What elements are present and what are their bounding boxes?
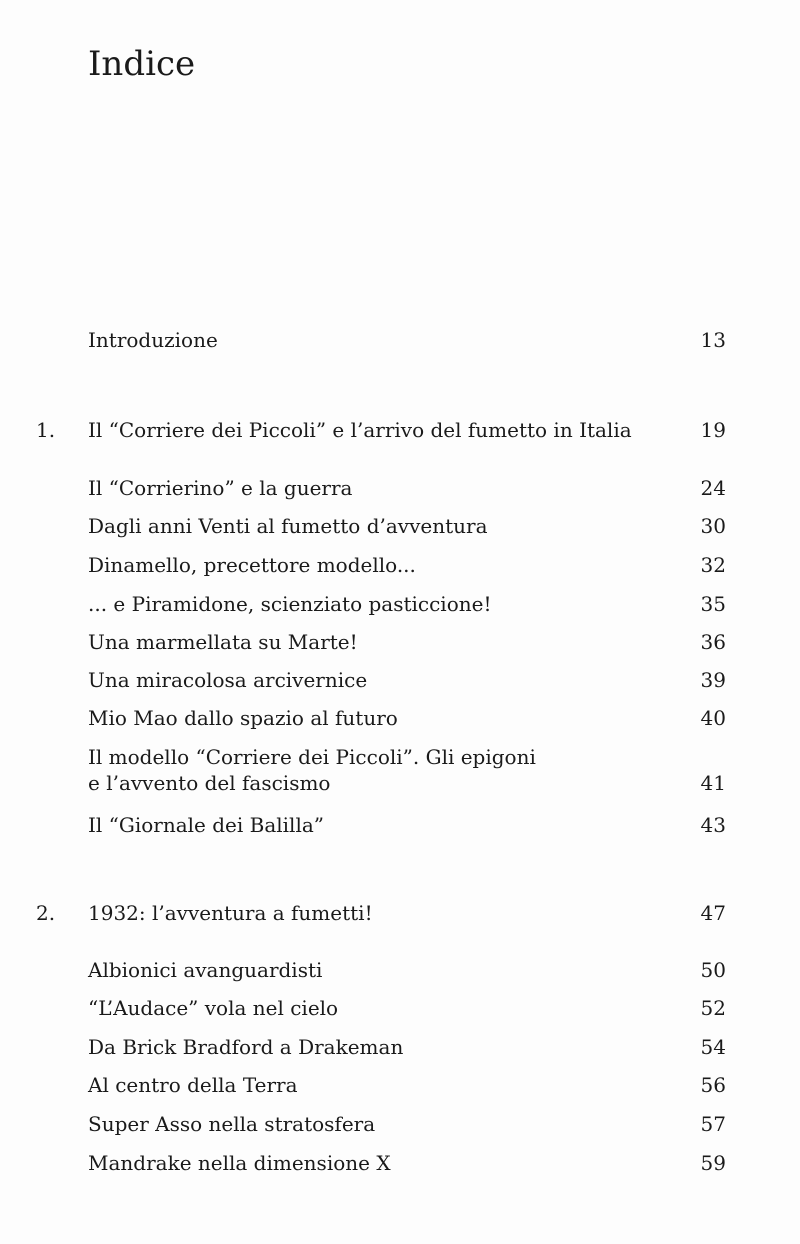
section-page: 59 xyxy=(700,1151,726,1175)
toc-entry-label: Introduzione xyxy=(88,328,218,352)
section-page: 40 xyxy=(700,706,726,730)
toc-entry-page: 13 xyxy=(700,328,726,352)
section-page: 30 xyxy=(700,514,726,538)
chapter-page: 47 xyxy=(700,901,726,925)
section-title: Super Asso nella stratosfera xyxy=(88,1112,376,1136)
section-title: Dagli anni Venti al fumetto d’avventura xyxy=(88,514,488,538)
section-title: Il “Corrierino” e la guerra xyxy=(88,476,353,500)
section-title-line1: Il modello “Corriere dei Piccoli”. Gli epigoni xyxy=(88,745,536,769)
section-page: 57 xyxy=(700,1112,726,1136)
chapter-number: 1. xyxy=(36,418,56,442)
section-page: 36 xyxy=(700,630,726,654)
section-title: ... e Piramidone, scienziato pasticcione! xyxy=(88,592,492,616)
section-page: 32 xyxy=(700,553,726,577)
chapter-title: 1932: l’avventura a fumetti! xyxy=(88,901,373,925)
section-title: Dinamello, precettore modello... xyxy=(88,553,416,577)
section-title: Una miracolosa arcivernice xyxy=(88,668,368,692)
section-page: 41 xyxy=(700,771,726,795)
section-title: Al centro della Terra xyxy=(88,1073,298,1097)
section-title: Mio Mao dallo spazio al futuro xyxy=(88,706,398,730)
section-title: Albionici avanguardisti xyxy=(88,958,323,982)
section-page: 35 xyxy=(700,592,726,616)
section-title: Mandrake nella dimensione X xyxy=(88,1151,391,1175)
page-title: Indice xyxy=(88,44,196,84)
chapter-page: 19 xyxy=(700,418,726,442)
section-page: 39 xyxy=(700,668,726,692)
section-page: 50 xyxy=(700,958,726,982)
section-title: Una marmellata su Marte! xyxy=(88,630,358,654)
section-page: 54 xyxy=(700,1035,726,1059)
section-title: “L’Audace” vola nel cielo xyxy=(88,996,339,1020)
section-title-line2: e l’avvento del fascismo xyxy=(88,771,331,795)
section-title: Da Brick Bradford a Drakeman xyxy=(88,1035,404,1059)
section-page: 52 xyxy=(700,996,726,1020)
section-title: Il “Giornale dei Balilla” xyxy=(88,813,324,837)
chapter-number: 2. xyxy=(36,901,56,925)
chapter-title: Il “Corriere dei Piccoli” e l’arrivo del fumetto in Italia xyxy=(88,418,632,442)
section-page: 43 xyxy=(700,813,726,837)
section-page: 24 xyxy=(700,476,726,500)
section-page: 56 xyxy=(700,1073,726,1097)
